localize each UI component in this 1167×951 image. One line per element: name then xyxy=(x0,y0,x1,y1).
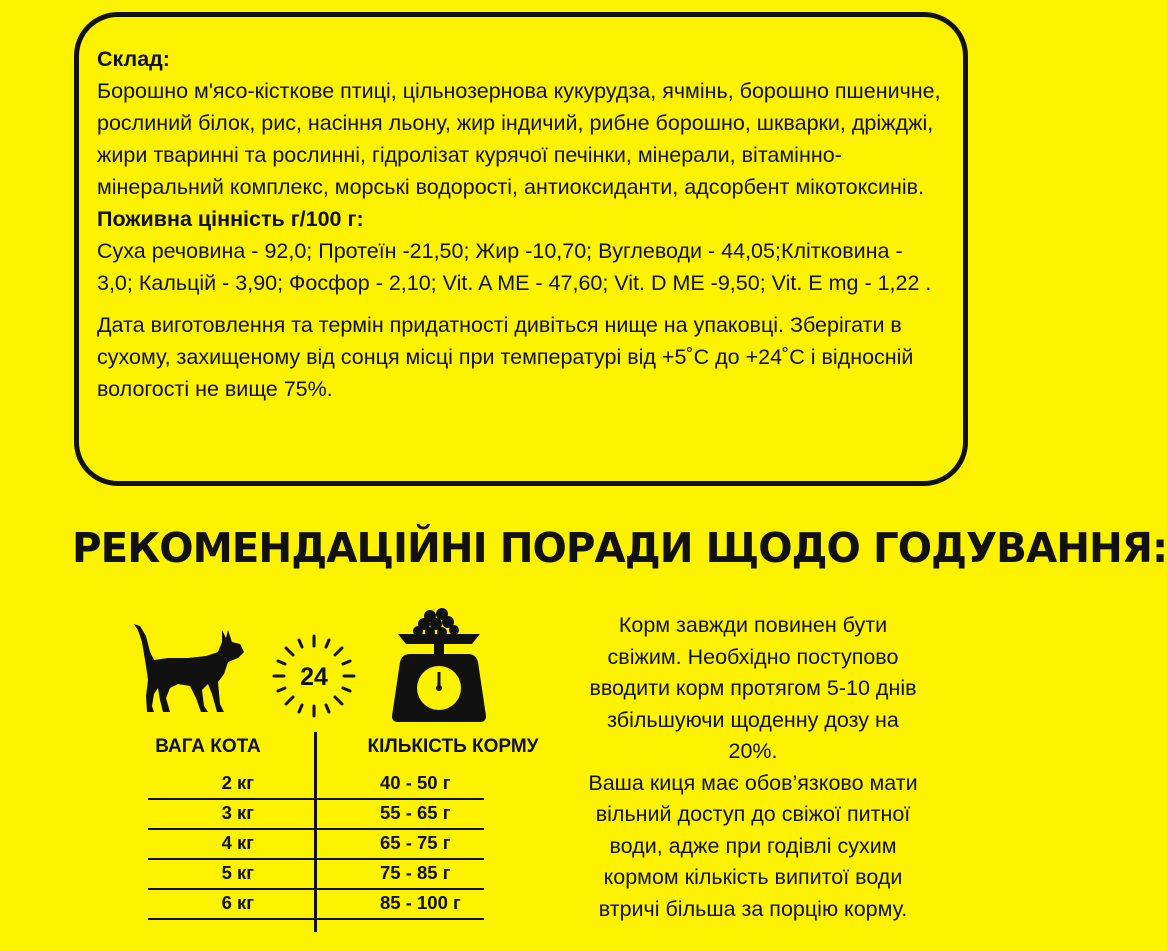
table-row xyxy=(148,768,484,800)
feeding-advice xyxy=(588,610,918,925)
nutrition-heading: Поживна цінність г/100 г: xyxy=(97,207,364,231)
food-amount: 40 - 50 г xyxy=(380,772,451,793)
amount-column-header: КІЛЬКІСТЬ КОРМУ xyxy=(367,736,539,757)
table-row xyxy=(148,798,484,830)
cat-weight: 3 кг xyxy=(221,802,254,823)
cat-weight: 2 кг xyxy=(221,772,254,793)
table-row xyxy=(148,828,484,860)
food-amount: 85 - 100 г xyxy=(380,892,461,913)
info-box xyxy=(74,12,968,486)
advice-paragraph: Ваша киця має обов’язково мати вільний доступ до свіжої питної води, адже при годівлі сухим кормом кількість випитої води втричі більша за порцію корму. xyxy=(588,770,918,921)
nutrition-text: Суха речовина - 92,0; Протеїн -21,50; Жир -10,70; Вуглеводи - 44,05;Клітковина - 3,0; Кальцій - 3,90; Фосфор - 2,10; Vit. A ME - 47,60; Vit. D ME -9,50; Vit. E mg - 1,22 . xyxy=(97,239,932,295)
weight-column-header: ВАГА КОТА xyxy=(155,736,261,757)
clock-number: 24 xyxy=(300,663,328,691)
table-row xyxy=(148,888,484,920)
clock-24-icon xyxy=(272,634,356,718)
advice-paragraph: Корм завжди повинен бути свіжим. Необхідно поступово вводити корм протягом 5-10 днів збільшуючи щоденну дозу на 20%. xyxy=(589,613,917,763)
food-amount: 65 - 75 г xyxy=(380,832,451,853)
kitchen-scale-icon xyxy=(390,604,488,724)
food-amount: 55 - 65 г xyxy=(380,802,451,823)
cat-weight: 6 кг xyxy=(221,892,254,913)
composition-heading: Склад: xyxy=(97,47,170,71)
composition-text: Борошно м'ясо-кісткове птиці, цільнозернова кукурудза, ячмінь, борошно пшеничне, рослиний білок, рис, насіння льону, жир індичий, рибне борошно, шкварки, дріжджі, жири тваринні та рослинні, гідролізат курячої печінки, мінерали, вітамінно-мінеральний комплекс, морські водорості, антиоксиданти, адсорбент мікотоксинів. xyxy=(97,79,941,199)
feeding-table xyxy=(148,732,568,951)
cat-icon xyxy=(124,622,248,718)
food-amount: 75 - 85 г xyxy=(380,862,451,883)
cat-weight: 5 кг xyxy=(221,862,254,883)
feeding-heading: РЕКОМЕНДАЦІЙНІ ПОРАДИ ЩОДО ГОДУВАННЯ: xyxy=(72,524,1167,572)
storage-text: Дата виготовлення та термін придатності дивіться нище на упаковці. Зберігати в сухому, захищеному від сонця місці при температурі від +5˚C до +24˚C і відносній вологості не вище 75%. xyxy=(97,313,914,401)
table-row xyxy=(148,858,484,890)
cat-weight: 4 кг xyxy=(221,832,254,853)
